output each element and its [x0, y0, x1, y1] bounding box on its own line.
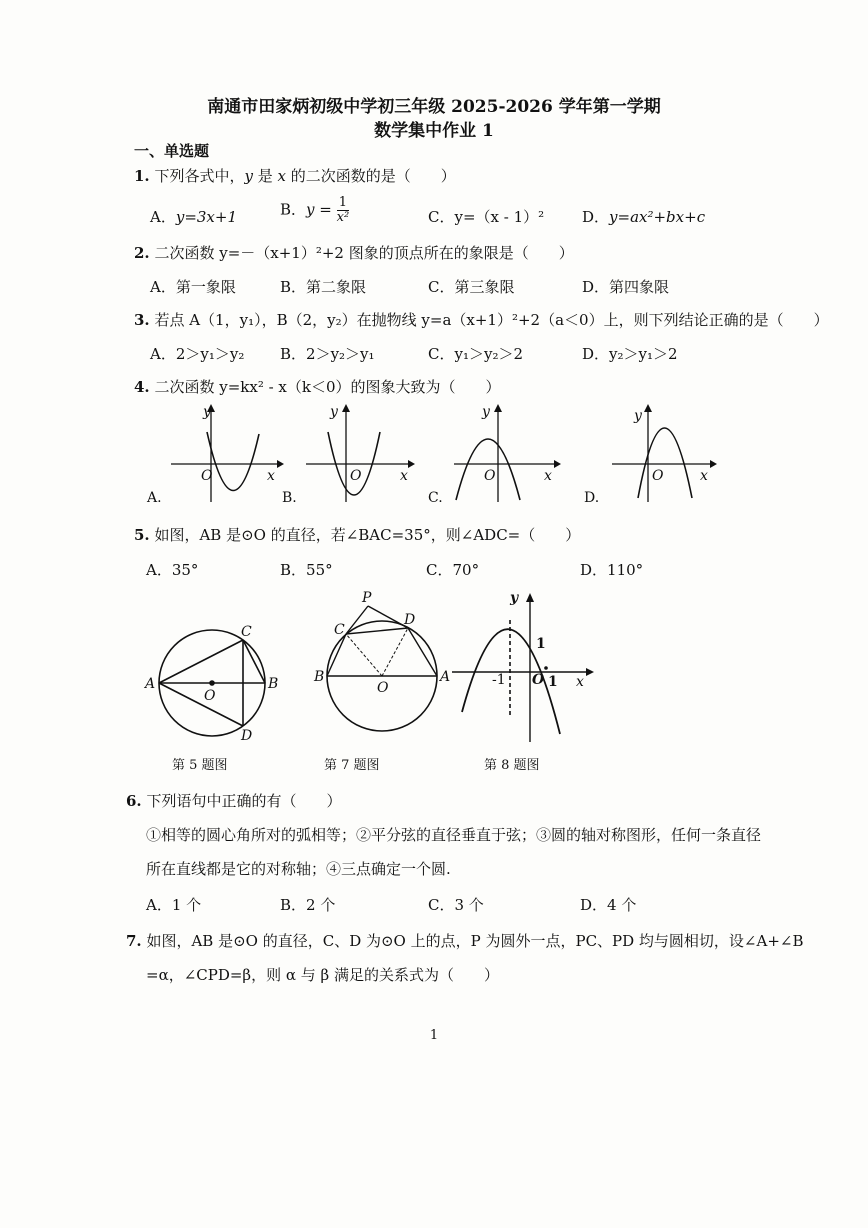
option-a[interactable]: A．2＞y₁＞y₂	[150, 345, 245, 363]
chord-cb	[243, 640, 265, 683]
question-number: 7.	[126, 932, 142, 950]
x-label: x	[267, 468, 275, 484]
option-label: B．	[280, 200, 307, 219]
x-axis-arrow	[554, 460, 561, 468]
origin-label: O	[350, 468, 362, 484]
chord-da	[408, 628, 437, 676]
option-label: B.	[282, 490, 297, 506]
x-tick-neg-one: -1	[492, 672, 506, 688]
option-d[interactable]: D．4 个	[580, 896, 637, 914]
option-a[interactable]: A．第一象限	[150, 278, 236, 296]
y-axis-arrow	[342, 404, 350, 412]
tangent-pd	[368, 606, 408, 628]
x-label: x	[400, 468, 408, 484]
option-label: D．	[582, 208, 610, 226]
question-4	[134, 376, 501, 397]
option-label: D.	[584, 490, 600, 506]
section-heading: 一、单选题	[134, 142, 210, 160]
option-c[interactable]	[428, 206, 544, 227]
question-text: 若点 A（1，y₁），B（2，y₂）在抛物线 y=a（x+1）²+2（a＜0）上，则下列结论正确的是（ ）	[154, 311, 829, 329]
q4-graph-c[interactable]	[428, 398, 568, 510]
denominator: x²	[336, 210, 350, 225]
figure-5-circle	[140, 620, 290, 750]
option-c[interactable]: C．70°	[426, 561, 480, 579]
parabola-curve	[207, 432, 259, 491]
question-number: 5.	[134, 526, 150, 544]
x-label: x	[700, 468, 708, 484]
question-text: 下列语句中正确的有（ ）	[146, 792, 342, 810]
tick-point	[544, 666, 548, 670]
question-6-statement-line-2: 所在直线都是它的对称轴；④三点确定一个圆.	[146, 860, 451, 878]
figure-8-caption: 第 8 题图	[484, 758, 540, 773]
option-a[interactable]: A．1 个	[146, 896, 202, 914]
option-b[interactable]	[280, 196, 349, 225]
y-axis-arrow	[526, 593, 534, 602]
origin-label: O	[652, 468, 664, 484]
label-d: D	[241, 728, 253, 744]
var-x: x	[277, 167, 286, 185]
x-axis-arrow	[710, 460, 717, 468]
center-point	[209, 680, 215, 686]
fraction	[337, 196, 350, 225]
option-text: y=3x+1	[175, 208, 238, 226]
y-label: y	[634, 408, 642, 424]
option-c[interactable]: C．y₁＞y₂＞2	[428, 345, 523, 363]
x-axis-arrow	[586, 668, 594, 676]
y-axis-arrow	[644, 404, 652, 412]
question-5	[134, 524, 580, 545]
question-2	[134, 242, 574, 263]
x-axis-arrow	[408, 460, 415, 468]
option-text: y =	[306, 200, 332, 219]
option-d[interactable]: D．110°	[580, 561, 644, 579]
figure-5-caption: 第 5 题图	[172, 758, 228, 773]
option-b[interactable]: B．第二象限	[280, 278, 367, 296]
y-label: y	[510, 590, 519, 606]
x-label: x	[544, 468, 552, 484]
question-text: 是	[252, 167, 278, 185]
question-number: 1.	[134, 167, 150, 185]
question-text: 的二次函数的是（ ）	[285, 167, 456, 185]
question-7-line-2: =α，∠CPD=β，则 α 与 β 满足的关系式为（ ）	[146, 966, 499, 984]
y-label: y	[203, 404, 211, 420]
y-axis-arrow	[494, 404, 502, 412]
y-label: y	[330, 404, 338, 420]
option-b[interactable]: B．2 个	[280, 896, 336, 914]
x-tick-one: 1	[548, 674, 558, 690]
parabola-curve	[638, 428, 692, 498]
question-text: 下列各式中，	[154, 167, 245, 185]
worksheet-subtitle: 数学集中作业 1	[374, 121, 494, 141]
y-label: y	[482, 404, 490, 420]
question-number: 3.	[134, 311, 150, 329]
question-1	[134, 165, 456, 186]
question-7	[126, 930, 804, 951]
figure-7-circle	[308, 590, 458, 750]
radius-od	[382, 628, 408, 676]
radius-oc	[346, 634, 382, 676]
option-label: C.	[428, 490, 443, 506]
label-o: O	[204, 688, 216, 704]
label-b: B	[314, 669, 325, 685]
option-text: y=ax²+bx+c	[609, 208, 706, 226]
label-c: C	[334, 622, 345, 638]
label-a: A	[145, 676, 156, 692]
question-3	[134, 309, 829, 330]
option-c[interactable]: C．第三象限	[428, 278, 515, 296]
worksheet-title: 南通市田家炳初级中学初三年级 2025-2026 学年第一学期	[207, 97, 661, 117]
label-o: O	[377, 680, 389, 696]
option-c[interactable]: C．3 个	[428, 896, 484, 914]
question-number: 6.	[126, 792, 142, 810]
label-b: B	[268, 676, 279, 692]
numerator: 1	[337, 196, 350, 211]
option-text: y=（x - 1）²	[454, 208, 545, 226]
q4-graph-d[interactable]	[582, 398, 722, 510]
option-label: A.	[147, 490, 162, 506]
question-number: 2.	[134, 244, 150, 262]
chord-cb	[327, 634, 346, 676]
chord-cd	[346, 628, 408, 634]
label-a: A	[440, 669, 451, 685]
option-d[interactable]	[582, 206, 705, 227]
question-text: 如图，AB 是⊙O 的直径，C、D 为⊙O 上的点，P 为圆外一点，PC、PD 均与圆相切，设∠A+∠B	[146, 932, 804, 950]
label-d: D	[404, 612, 416, 628]
option-label: A．	[150, 208, 176, 226]
var-y: y	[244, 167, 253, 185]
label-p: P	[362, 590, 372, 606]
page-number: 1	[429, 1028, 439, 1043]
origin-label: O	[484, 468, 496, 484]
q4-graph-a[interactable]	[145, 398, 285, 510]
option-b[interactable]: B．2＞y₂＞y₁	[280, 345, 375, 363]
x-label: x	[576, 674, 584, 690]
figure-7-caption: 第 7 题图	[324, 758, 380, 773]
option-d[interactable]: D．第四象限	[582, 278, 670, 296]
tangent-pc	[346, 606, 368, 634]
option-b[interactable]: B．55°	[280, 561, 333, 579]
origin-label: O	[201, 468, 213, 484]
option-a[interactable]	[150, 206, 237, 227]
q4-graph-b[interactable]	[280, 398, 420, 510]
question-6-statement-line-1: ①相等的圆心角所对的弧相等；②平分弦的直径垂直于弦；③圆的轴对称图形，任何一条直径	[146, 826, 762, 844]
question-text: 如图，AB 是⊙O 的直径，若∠BAC=35°，则∠ADC=（ ）	[154, 526, 581, 544]
chord-ac	[159, 640, 243, 683]
question-number: 4.	[134, 378, 150, 396]
chord-ad	[159, 683, 243, 726]
option-a[interactable]: A．35°	[146, 561, 199, 579]
option-d[interactable]: D．y₂＞y₁＞2	[582, 345, 678, 363]
question-6	[126, 790, 341, 811]
figure-8-parabola	[448, 586, 598, 746]
question-text: 二次函数 y=－（x+1）²+2 图象的顶点所在的象限是（ ）	[154, 244, 574, 262]
question-text: 二次函数 y=kx² - x（k＜0）的图象大致为（ ）	[154, 378, 501, 396]
label-c: C	[241, 624, 252, 640]
origin-label: O	[532, 672, 545, 688]
y-tick-one: 1	[536, 636, 546, 652]
option-label: C．	[428, 208, 455, 226]
